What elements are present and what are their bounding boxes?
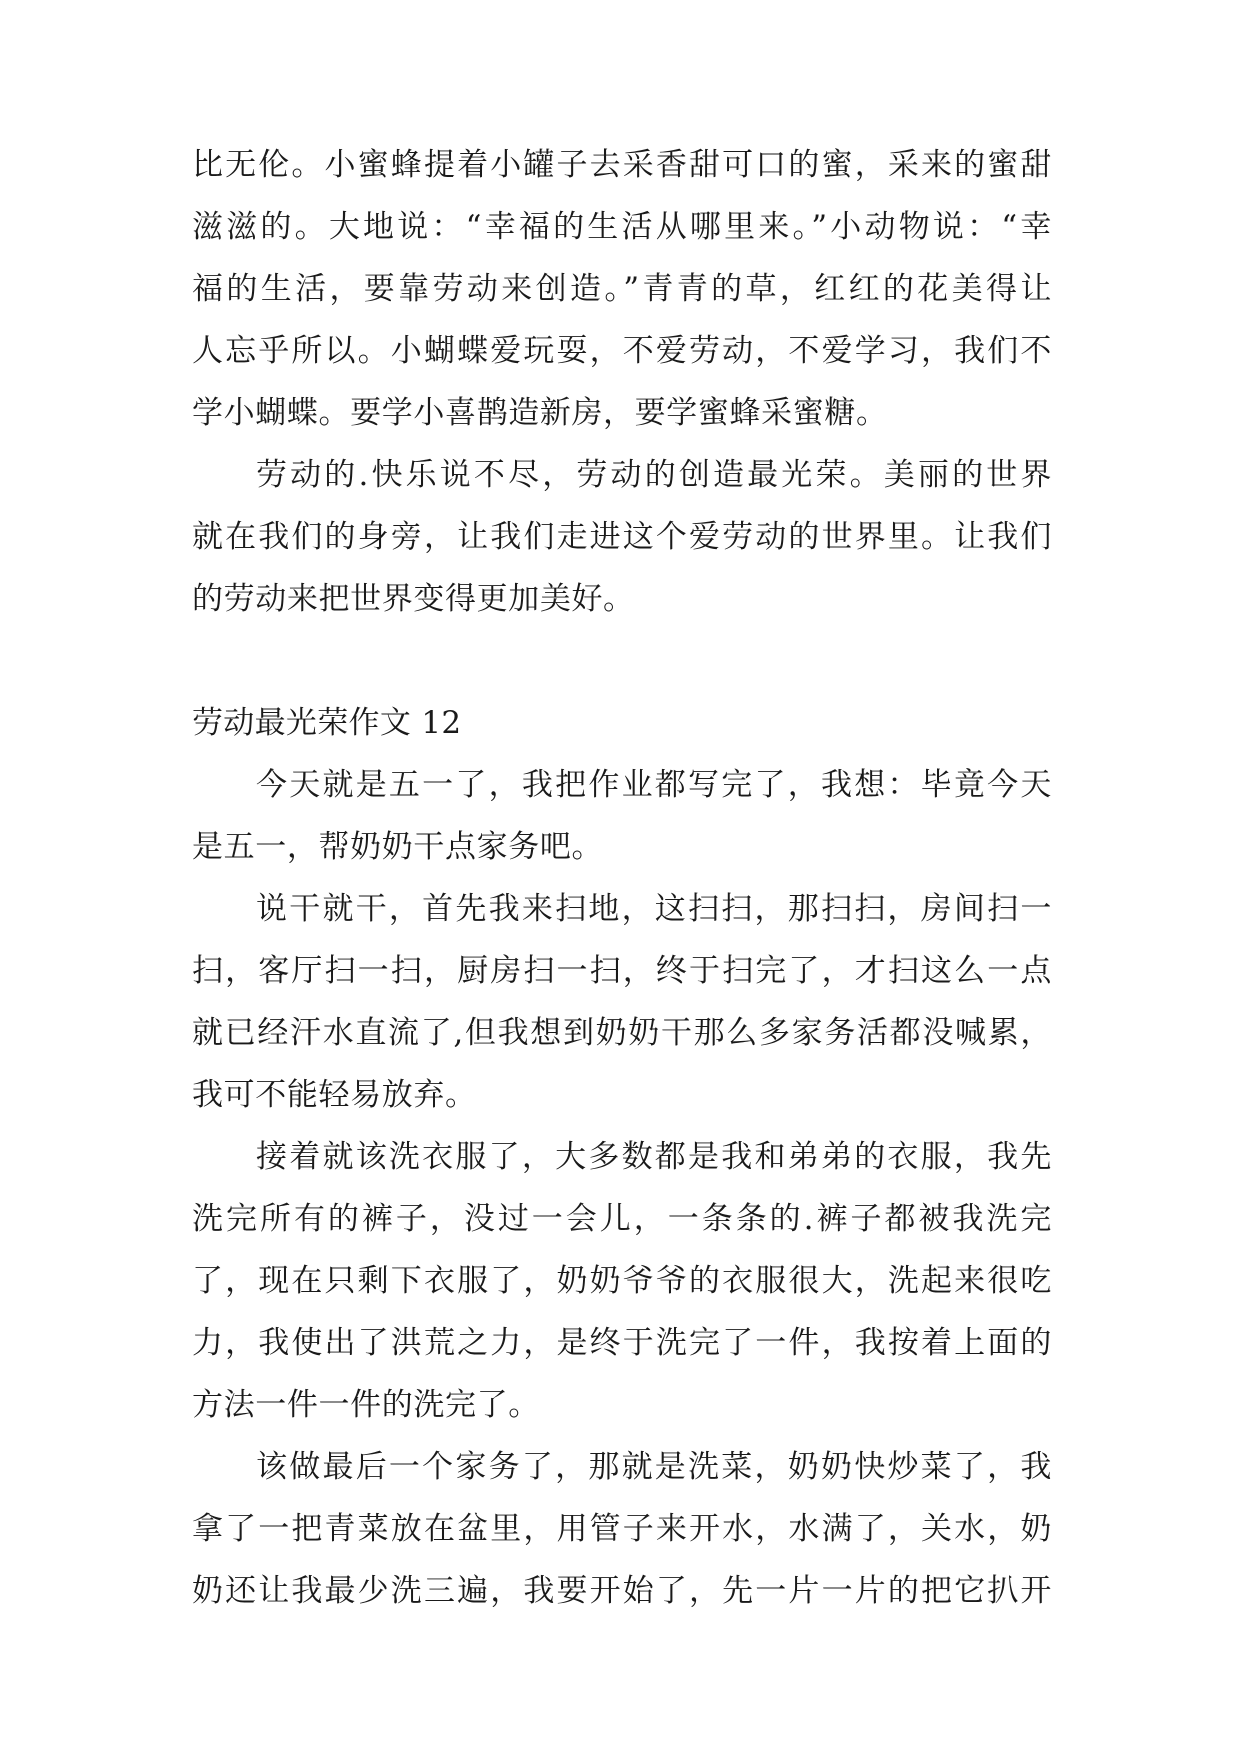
text-line: 劳动的.快乐说不尽，劳动的创造最光荣。美丽的世界 xyxy=(256,457,1052,493)
text-line: 今天就是五一了，我把作业都写完了，我想：毕竟今天 xyxy=(256,767,1052,803)
text-line: 该做最后一个家务了，那就是洗菜，奶奶快炒菜了，我 xyxy=(256,1449,1052,1485)
text-line: 人忘乎所以。小蝴蝶爱玩耍，不爱劳动，不爱学习，我们不 xyxy=(192,333,1052,369)
spacer xyxy=(192,630,1052,692)
text-line: 拿了一把青菜放在盆里，用管子来开水，水满了，关水，奶 xyxy=(192,1511,1052,1547)
paragraph xyxy=(192,754,1052,878)
paragraph xyxy=(192,134,1052,444)
text-line: 比无伦。小蜜蜂提着小罐子去采香甜可口的蜜，采来的蜜甜 xyxy=(192,147,1052,183)
text-line: 是五一，帮奶奶干点家务吧。 xyxy=(192,829,604,865)
text-line: 说干就干，首先我来扫地，这扫扫，那扫扫，房间扫一 xyxy=(256,891,1052,927)
paragraph xyxy=(192,444,1052,630)
text-line: 洗完所有的裤子，没过一会儿，一条条的.裤子都被我洗完 xyxy=(192,1201,1052,1237)
text-line: 我可不能轻易放弃。 xyxy=(192,1077,477,1113)
text-line: 扫，客厅扫一扫，厨房扫一扫，终于扫完了，才扫这么一点 xyxy=(192,953,1052,989)
text-line: 就在我们的身旁，让我们走进这个爱劳动的世界里。让我们 xyxy=(192,519,1052,555)
paragraph xyxy=(192,1436,1052,1622)
text-line: 接着就该洗衣服了，大多数都是我和弟弟的衣服，我先 xyxy=(256,1139,1052,1175)
document-page xyxy=(192,134,1052,1622)
paragraph xyxy=(192,1126,1052,1436)
text-line: 了，现在只剩下衣服了，奶奶爷爷的衣服很大，洗起来很吃 xyxy=(192,1263,1052,1299)
text-line: 滋滋的。大地说：“幸福的生活从哪里来。”小动物说：“幸 xyxy=(192,209,1052,245)
text-line: 奶还让我最少洗三遍，我要开始了，先一片一片的把它扒开 xyxy=(192,1573,1052,1609)
text-line: 力，我使出了洪荒之力，是终于洗完了一件，我按着上面的 xyxy=(192,1325,1052,1361)
paragraph xyxy=(192,878,1052,1126)
text-line: 的劳动来把世界变得更加美好。 xyxy=(192,581,635,617)
text-line: 就已经汗水直流了,但我想到奶奶干那么多家务活都没喊累， xyxy=(192,1015,1052,1051)
text-line: 福的生活，要靠劳动来创造。”青青的草，红红的花美得让 xyxy=(192,271,1052,307)
section-heading: 劳动最光荣作文 12 xyxy=(192,705,462,741)
text-line: 方法一件一件的洗完了。 xyxy=(192,1387,540,1423)
text-line: 学小蝴蝶。要学小喜鹊造新房，要学蜜蜂采蜜糖。 xyxy=(192,395,888,431)
